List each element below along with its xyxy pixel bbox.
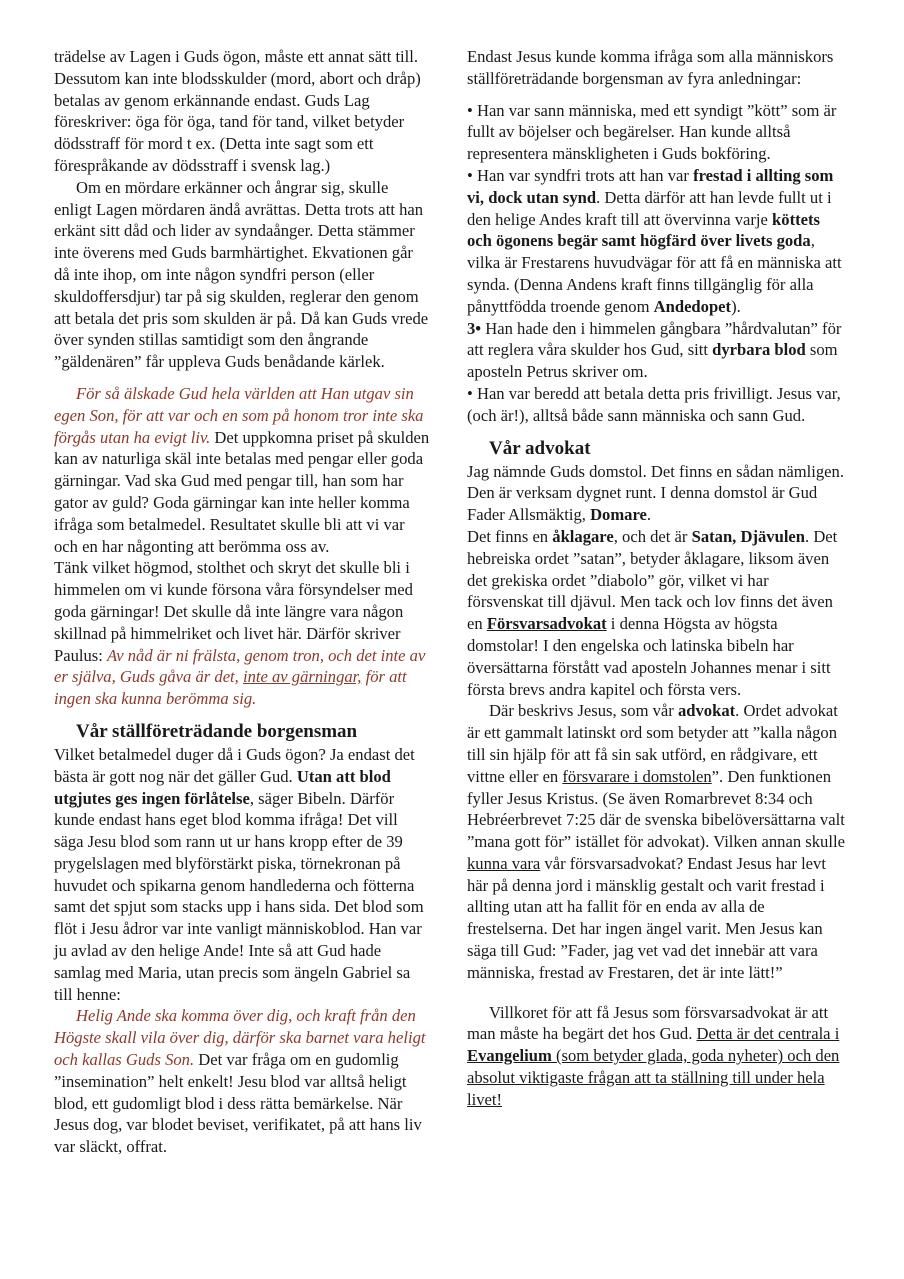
paragraph-text: Tänk vilket högmod, stolthet och skryt det skulle bli i himmelen om vi kunde försona våra försyndelser med goda gärningar! Det skulle då inte längre vara någon skillnad på himmelriket och livet här. Därför skriver Paulus: (54, 558, 413, 665)
paragraph-text: , vilka är Frestarens huvudvägar för att få en människa att synda. (Denna Andens kraft finns tillgänglig för alla pånyttfödda troende genom (467, 231, 842, 316)
paragraph-text: , och det är (613, 526, 692, 546)
paragraph-text: . (646, 505, 652, 525)
bold-text: åklagare (552, 526, 614, 546)
paragraph: Om en mördare erkänner och ångrar sig, skulle enligt Lagen mördaren ändå avrättas. Detta trots att han erkänt sitt dåd och lider av syndaånger. Detta stämmer inte överens med Guds barmhärtighet. Ekvationen går då inte ihop, om inte någon syndfri person (eller skuldoffersdjur) tar på sig skulden, reglerar den genom att betala det pris som skulden är på. Då kan Guds vrede över synden stillas samtidigt som den ångrande ”gäldenären” får uppleva Guds benådande kärlek. (54, 177, 429, 372)
underlined-text: (som betyder glada, goda nyheter) och den absolut viktigaste frågan att ta ställning till under hela livet! (467, 1046, 840, 1109)
paragraph-text: vår försvarsadvokat? Endast Jesus har levt här på denna jord i mänsklig gestalt och varit frestad i allting utan att ha fallit för en enda av alla de frestelserna. Det har ingen ängel varit. Men Jesus kan säga till Gud: ”Fader, jag vet vad det innebär att vara människa, frestad av Frestaren, det är inte lätt!” (467, 853, 826, 982)
paragraph: trädelse av Lagen i Guds ögon, måste ett annat sätt till. Dessutom kan inte blodsskulder (mord, abort och dråp) betalas av genom erkännande endast. Guds Lag föreskriver: öga för öga, tand för tand, vilket betyder dödsstraff för mord t ex. (Detta inte sagt som ett förespråkande av dödsstraff i svensk lag.) (54, 47, 421, 175)
section-heading: Vår advokat (489, 437, 591, 459)
bold-text: köttets och ögonens begär samt högfärd över livets goda (467, 209, 820, 251)
paragraph-text: Det var fråga om en gudomlig ”insemination” helt enkelt! Jesu blod var alltså heligt blod, ett gudomligt blod i dess rätta bemärkelse. När Jesus dog, var blodet beviset, verifikatet, på att hans liv var släckt, offrat. (54, 1050, 422, 1157)
paragraph-text: i denna Högsta av högsta domstolar! I den engelska och latinska bibeln har översättarna förstått vad aposteln Johannes menar i sitt första brevs andra kapitel och första vers. (467, 614, 831, 699)
paragraph (54, 383, 430, 557)
bold-text: advokat (677, 701, 736, 721)
bible-quote: Av nåd är ni frälsta, genom tron, och det inte av er själva, Guds gåva är det, (54, 645, 426, 687)
bullet-item (467, 318, 847, 383)
spacer (467, 427, 847, 437)
bold-text: Utan att blod utgjutes ges ingen förlåtelse (54, 766, 391, 808)
section-heading: Vår ställföreträdande borgensman (76, 720, 358, 742)
paragraph-text: . Detta därför att han levde fullt ut i den helige Andes kraft till att övervinna varje (467, 187, 832, 229)
paragraph (54, 557, 430, 710)
left-column (54, 46, 430, 1158)
paragraph-text: • Han var syndfri trots att han var (467, 165, 694, 185)
paragraph-text: som aposteln Petrus skriver om. (467, 340, 838, 382)
bible-quote: För så älskade Gud hela världen att Han utgav sin egen Son, för att var och en som på honom tror inte ska förgås utan ha evigt liv. (54, 383, 424, 447)
bullet-number: 3• (467, 318, 482, 338)
bullet-item: • Han var beredd att betala detta pris frivilligt. Jesus var, (och är!), alltså både sann människa och sann Gud. (467, 383, 841, 425)
paragraph-text: Han hade den i himmelen gångbara ”hårdvalutan” för att reglera våra skulder hos Gud, sitt (467, 318, 842, 360)
bold-text: Andedopet (653, 296, 732, 316)
spacer (467, 90, 847, 100)
bible-quote: Helig Ande ska komma över dig, och kraft från den Högste skall vila över dig, därför ska barnet vara heligt och kallas Guds Son. (54, 1006, 426, 1070)
paragraph-text: . Ordet advokat är ett gammalt latinskt ord som betyder att ”kalla någon till sin hjälp för att få sin sak utförd, en rådgivare, ett vittne eller en (467, 701, 838, 786)
underlined-text: kunna vara (467, 853, 541, 873)
bible-quote-underlined: inte av gärningar, (242, 667, 362, 687)
bold-text: Satan, Djävulen (691, 526, 806, 546)
paragraph-text: Villkoret för att få Jesus som försvarsadvokat är att man måste ha begärt det hos Gud. (467, 1002, 829, 1044)
paragraph (467, 700, 847, 983)
spacer (54, 373, 430, 383)
bullet-item (467, 165, 847, 318)
spacer (467, 984, 847, 1002)
bible-quote: för att ingen ska kunna berömma sig. (54, 667, 407, 709)
underlined-text: Detta är det centrala i (696, 1024, 840, 1044)
paragraph-text: ). (731, 296, 741, 316)
paragraph-text: Jag nämnde Guds domstol. Det finns en sådan nämligen. Den är verksam dygnet runt. I denna domstol är Gud Fader Allsmäktig, (467, 461, 844, 525)
paragraph: Endast Jesus kunde komma ifråga som alla människors ställföreträdande borgensman av fyra anledningar: (467, 47, 834, 88)
right-column (467, 46, 847, 1111)
bold-underlined-text: Evangelium (467, 1046, 552, 1066)
paragraph (467, 461, 847, 526)
bold-text: Domare (590, 505, 647, 525)
bold-text: frestad i allting som vi, dock utan synd (467, 165, 834, 207)
paragraph-text: Det finns en (467, 526, 553, 546)
spacer (54, 710, 430, 720)
paragraph (467, 1002, 847, 1111)
bold-text: dyrbara blod (712, 340, 806, 360)
underlined-text: försvarare i domstolen (562, 766, 712, 786)
bold-underlined-text: Försvarsadvokat (486, 614, 607, 634)
paragraph (54, 744, 430, 1006)
paragraph (467, 526, 847, 700)
paragraph-text: , säger Bibeln. Därför kunde endast hans eget blod komma ifråga! Det vill säga Jesu blod som rann ut ur hans kropp efter de 39 prygelslagen med blyförstärkt piska, törnekronan på huvudet och spikarna genom handlederna och fötterna samt det spjut som stacks upp i hans sida. Det blod som flöt i Jesu ådror var inte vanligt människoblod. Han var ju avlad av den helige Ande! Inte så att Gud hade samlag med Maria, utan precis som ängeln Gabriel sa till henne: (54, 788, 424, 1004)
paragraph-text: Det uppkomna priset på skulden kan av naturliga skäl inte betalas med pengar eller goda gärningar. Vad ska Gud med pengar till, han som har gator av guld? Goda gärningar kan inte heller komma ifråga som betalmedel. Resultatet skulle bli att vi var och en har någonting att berömma oss av. (54, 427, 430, 556)
paragraph-text: . Det hebreiska ordet ”satan”, betyder åklagare, liksom även det grekiska ordet ”diabolo” gör, vilket vi har försvenskat till djävul. Men tack och lov finns det även en (467, 526, 838, 634)
paragraph-text: ”. Den funktionen fyller Jesus Kristus. (Se även Romarbrevet 8:34 och Hebréerbrevet 7:25 där de svenska bibelöversättarna valt ”mana gott för” istället för advokat). Vilken annan skulle (467, 766, 845, 852)
paragraph-text: Vilket betalmedel duger då i Guds ögon? Ja endast det bästa är gott nog när det gäller Gud. (54, 744, 415, 786)
bullet-item: • Han var sann människa, med ett syndigt ”kött” som är fullt av böjelser och begärelser. Han kunde alltså representera mänskligheten i Guds bokföring. (467, 100, 837, 164)
paragraph-text: Där beskrivs Jesus, som vår (489, 701, 678, 721)
paragraph (54, 1005, 430, 1158)
